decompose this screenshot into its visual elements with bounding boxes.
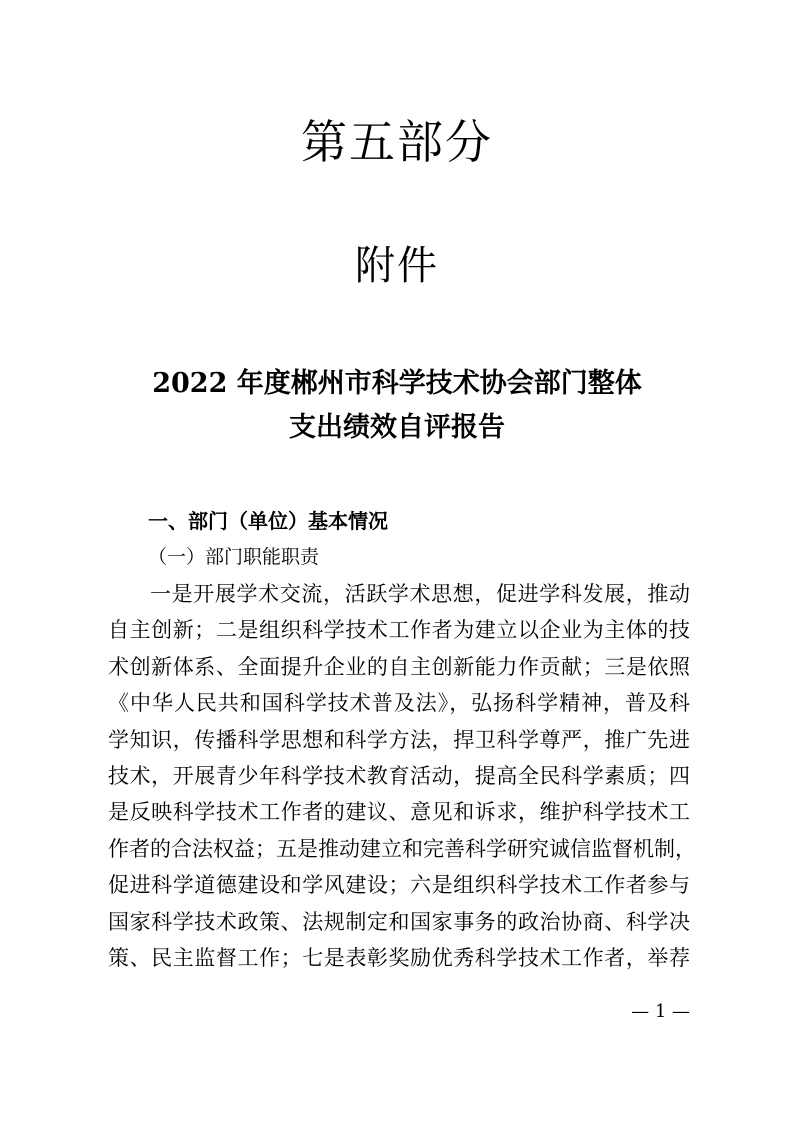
subsection-heading: （一）部门职能职责	[148, 546, 320, 568]
body-line: 策、民主监督工作；七是表彰奖励优秀科学技术工作者，举荐	[108, 946, 690, 971]
body-line: 一是开展学术交流，活跃学术思想，促进学科发展，推动	[150, 582, 690, 606]
report-title-line-2: 支出绩效自评报告	[289, 412, 505, 443]
body-line: 是反映科学技术工作者的建议、意见和诉求，维护科学技术工	[108, 800, 690, 825]
body-line: 术创新体系、全面提升企业的自主创新能力作贡献；三是依照	[108, 654, 690, 679]
body-line: 技术，开展青少年科学技术教育活动，提高全民科学素质；四	[108, 764, 690, 789]
body-line: 作者的合法权益；五是推动建立和完善科学研究诚信监督机制，	[108, 836, 696, 861]
body-line: 自主创新；二是组织科学技术工作者为建立以企业为主体的技	[108, 618, 690, 643]
annex-title: 附件	[355, 243, 439, 289]
body-paragraph	[108, 576, 696, 976]
body-line: 《中华人民共和国科学技术普及法》，弘扬科学精神，普及科	[108, 691, 690, 716]
body-line: 促进科学道德建设和学风建设；六是组织科学技术工作者参与	[108, 873, 690, 898]
section-heading: 一、部门（单位）基本情况	[148, 509, 388, 533]
report-title	[0, 362, 794, 450]
report-title-line-1: 2022 年度郴州市科学技术协会部门整体	[152, 368, 642, 399]
page-number: — 1 —	[631, 1001, 690, 1022]
body-line: 学知识，传播科学思想和科学方法，捍卫科学尊严，推广先进	[108, 727, 690, 752]
part-title: 第五部分	[301, 115, 493, 169]
body-line: 国家科学技术政策、法规制定和国家事务的政治协商、科学决	[108, 909, 690, 934]
